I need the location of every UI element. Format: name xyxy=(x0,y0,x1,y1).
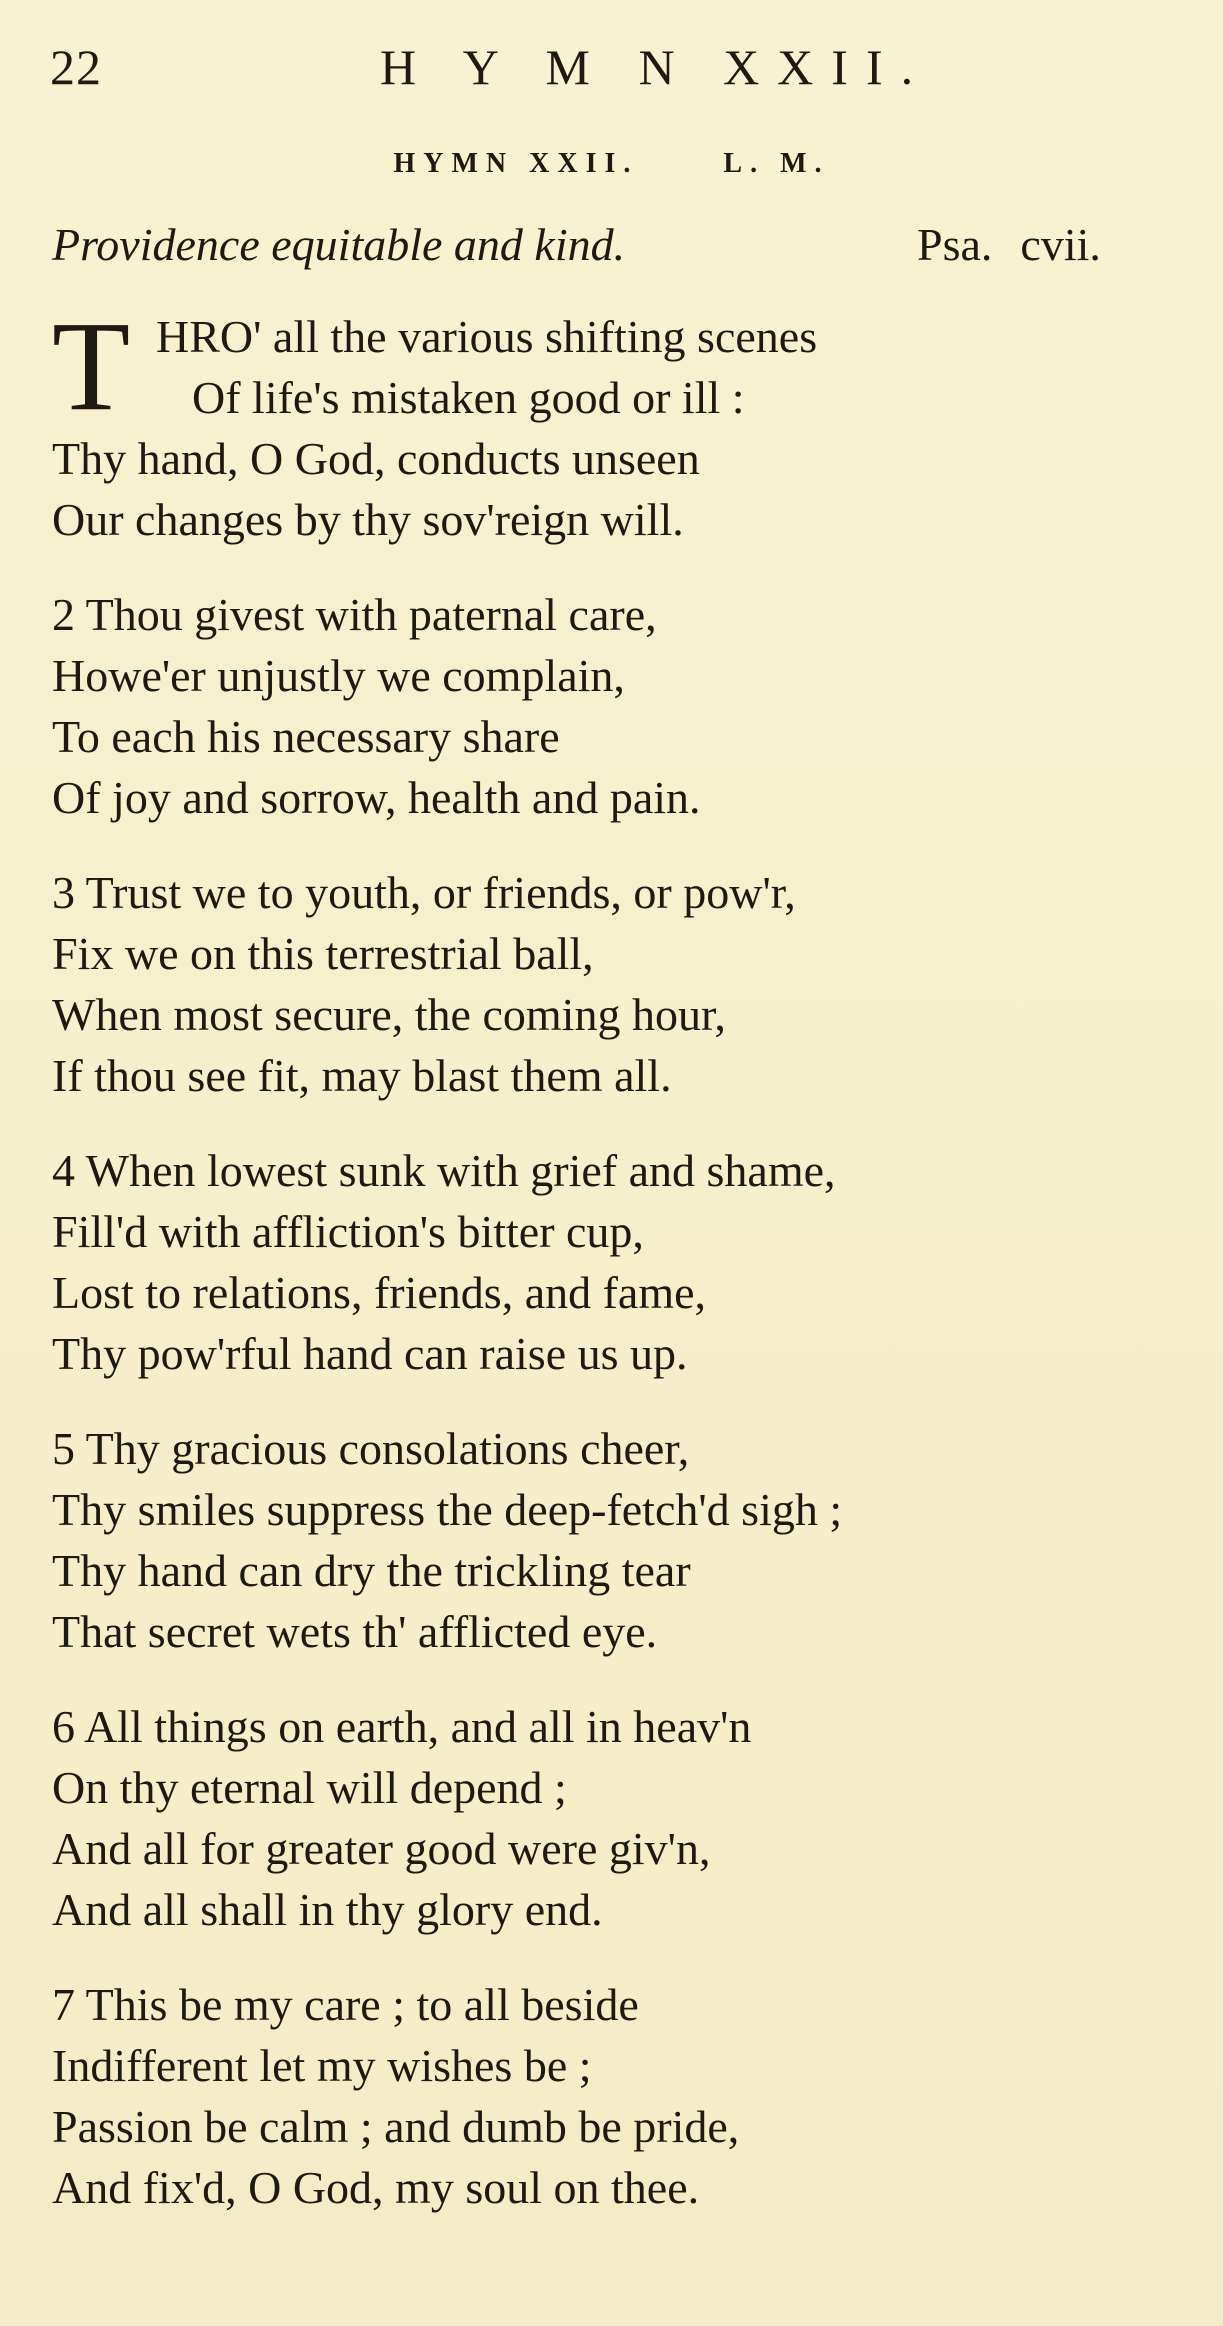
verse-line: Our changes by thy sov'reign will. xyxy=(52,494,684,545)
verse-line: Indifferent let my wishes be ; xyxy=(52,2040,592,2091)
verse-line: And fix'd, O God, my soul on thee. xyxy=(52,2162,700,2213)
stanza-5 xyxy=(52,1418,1192,1662)
verse-line: That secret wets th' afflicted eye. xyxy=(52,1606,658,1657)
hymn-label: HYMN XXII. xyxy=(393,148,639,179)
verse-line: Of life's mistaken good or ill : xyxy=(192,372,745,423)
running-head xyxy=(50,38,1173,108)
verse-line: 6 All things on earth, and all in heav'n xyxy=(52,1701,752,1752)
verse-line: Thy hand, O God, conducts unseen xyxy=(52,433,700,484)
hymn-meter: L. M. xyxy=(723,148,830,179)
scripture-reference xyxy=(917,218,1101,271)
verse-line: On thy eternal will depend ; xyxy=(52,1762,567,1813)
verse-line: When most secure, the coming hour, xyxy=(52,989,726,1040)
stanza-3 xyxy=(52,862,1192,1106)
reference-book: Psa. xyxy=(917,219,993,270)
hymn-text xyxy=(52,295,1192,2252)
drop-cap: T xyxy=(52,295,131,437)
verse-line: Fill'd with affliction's bitter cup, xyxy=(52,1206,644,1257)
verse-line: Fix we on this terrestrial ball, xyxy=(52,928,594,979)
page-number: 22 xyxy=(50,39,102,95)
verse-line: Thy smiles suppress the deep-fetch'd sigh ; xyxy=(52,1484,843,1535)
verse-line: Howe'er unjustly we complain, xyxy=(52,650,625,701)
verse-line: 3 Trust we to youth, or friends, or pow'r, xyxy=(52,867,796,918)
verse-line: Thy hand can dry the trickling tear xyxy=(52,1545,691,1596)
verse-line: 2 Thou givest with paternal care, xyxy=(52,589,657,640)
reference-chapter: cvii. xyxy=(1020,219,1101,270)
hymn-theme: Providence equitable and kind. xyxy=(52,219,626,270)
verse-line: Passion be calm ; and dumb be pride, xyxy=(52,2101,740,2152)
stanza-1 xyxy=(52,295,1192,550)
verse-line: And all for greater good were giv'n, xyxy=(52,1823,711,1874)
verse-line: Of joy and sorrow, health and pain. xyxy=(52,772,701,823)
stanza-2 xyxy=(52,584,1192,828)
running-title: H Y M N XXII. xyxy=(380,39,932,95)
hymn-heading xyxy=(0,148,1223,180)
verse-line: 7 This be my care ; to all beside xyxy=(52,1979,639,2030)
stanza-4 xyxy=(52,1140,1192,1384)
verse-line: And all shall in thy glory end. xyxy=(52,1884,603,1935)
verse-line: Thy pow'rful hand can raise us up. xyxy=(52,1328,688,1379)
verse-line: HRO' all the various shifting scenes xyxy=(156,311,818,362)
hymn-subject xyxy=(52,218,1203,271)
stanza-7 xyxy=(52,1974,1192,2218)
verse-line: 4 When lowest sunk with grief and shame, xyxy=(52,1145,836,1196)
verse-line: 5 Thy gracious consolations cheer, xyxy=(52,1423,690,1474)
verse-line: Lost to relations, friends, and fame, xyxy=(52,1267,707,1318)
stanza-6 xyxy=(52,1696,1192,1940)
verse-line: To each his necessary share xyxy=(52,711,560,762)
verse-line: If thou see fit, may blast them all. xyxy=(52,1050,672,1101)
